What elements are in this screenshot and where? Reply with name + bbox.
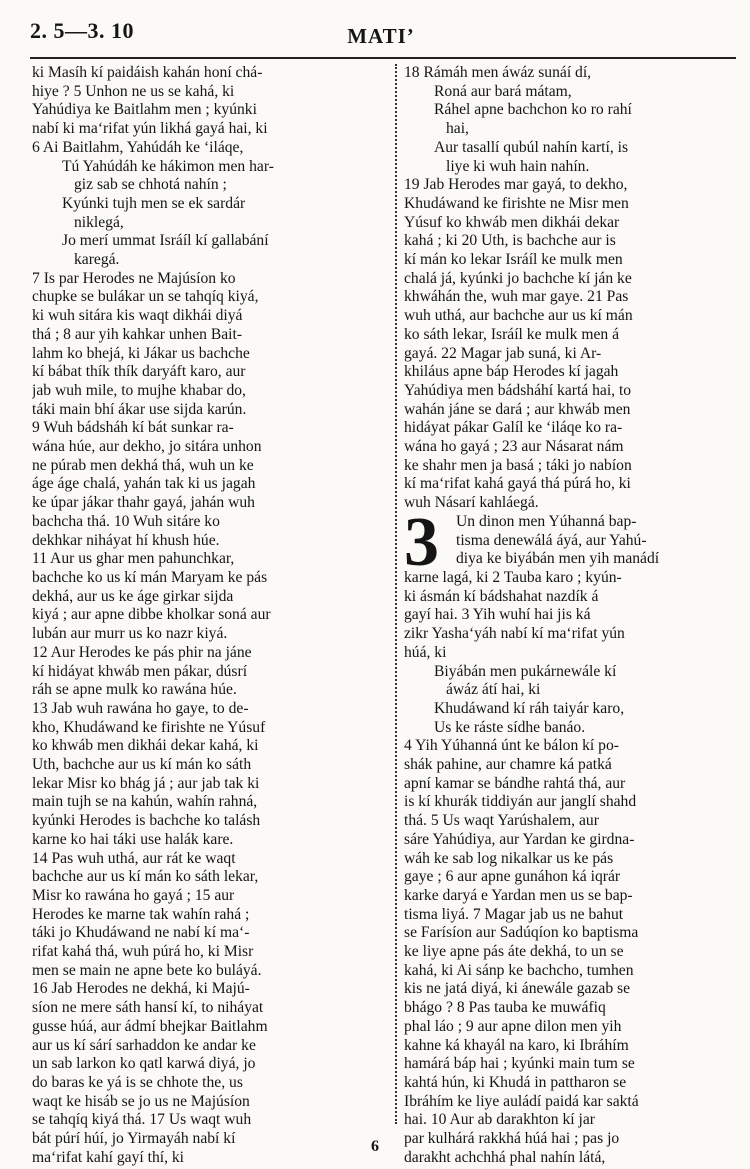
header-rule — [30, 57, 736, 59]
text-line: kí bábat thík thík daryáft karo, aur — [32, 363, 246, 381]
text-line: 9 Wuh bádsháh kí bát sunkar ra- — [32, 419, 234, 437]
page-number: 6 — [371, 1138, 379, 1155]
text-line: hamárá báp hai ; kyúnki main tum se — [404, 1055, 635, 1073]
text-line: dekhá, aur us ke áge girkar sijda — [32, 587, 234, 605]
text-line: Khudáwand kí ráh taiyár karo, — [434, 699, 625, 717]
text-line: kí ma‘rifat kahá gayá thá púrá ho, ki — [404, 475, 631, 493]
text-line: kahá ; ki 20 Uth, is bachche aur is — [404, 232, 616, 250]
text-line: chalá já, kyúnki jo bachche kí ján ke — [404, 269, 632, 287]
column-divider — [395, 64, 397, 1124]
text-line: Biyábán men pukárnewále kí — [434, 662, 617, 680]
text-line: is kí khurák tiddiyán aur janglí shahd — [404, 793, 637, 811]
chapter-verse-range: 2. 5—3. 10 — [30, 18, 134, 43]
text-line: ke liye apne pás áte dekhá, to un se — [404, 943, 624, 961]
text-line: hidáyat pákar Galíl ke ‘iláqe ko ra- — [404, 419, 623, 437]
text-line: Herodes ke marne tak wahín rahá ; — [32, 905, 250, 923]
text-line: ki ásmán kí bádshahat nazdík á — [404, 587, 599, 605]
text-line: khwáhán the, wuh mar gaye. 21 Pas — [404, 288, 629, 306]
text-line: bhágo ? 8 Pas tauba ke muwáfiq — [404, 999, 606, 1017]
text-line: se tahqíq kiyá thá. 17 Us waqt wuh — [32, 1111, 252, 1129]
text-line: Khudáwand ke firishte ne Misr men — [404, 194, 629, 212]
text-line: Ráhel apne bachchon ko ro rahí — [434, 101, 632, 119]
text-line: kahá, ki Ai sánp ke bachcho, tumhen — [404, 961, 634, 979]
text-line: 18 Rámáh men áwáz sunáí dí, — [404, 64, 592, 81]
text-line: hai. 10 Aur ab darakhton kí jar — [404, 1111, 595, 1129]
text-line: kiyá ; aur apne dibbe kholkar soná aur — [32, 606, 271, 624]
text-line: Aur tasallí qubúl nahín kartí, is — [434, 138, 629, 156]
text-line: ki Masíh kí paidáish kahán honí chá- — [32, 64, 263, 81]
text-line: gayí hai. 3 Yih wuhí hai jis ká — [404, 606, 591, 624]
text-line: waqt ke hisáb se jo us ne Majúsíon — [32, 1092, 250, 1110]
text-line: síon ne mere sáth hansí kí, to niháyat — [32, 999, 264, 1017]
text-line: Us ke ráste sídhe banáo. — [434, 718, 586, 736]
text-line: 7 Is par Herodes ne Majúsíon ko — [32, 269, 236, 287]
text-line: bachcha thá. 10 Wuh sitáre ko — [32, 512, 220, 530]
text-line: bachche ko us kí mán Maryam ke pás — [32, 568, 268, 586]
text-line: do baras ke yá is se chhote the, us — [32, 1073, 243, 1091]
right-column — [404, 64, 726, 1167]
text-line: áge áge chalá, yahán tak ki us jagah — [32, 475, 256, 493]
text-line: niklegá, — [74, 213, 124, 231]
text-line: 13 Jab wuh rawána ho gaye, to de- — [32, 699, 249, 717]
text-line: 19 Jab Herodes mar gayá, to dekho, — [404, 176, 628, 194]
text-line: Un dinon men Yúhanná bap- — [456, 512, 637, 530]
text-line: shák pahine, aur chamre ká patká — [404, 756, 612, 774]
text-line: giz sab se chhotá nahín ; — [74, 176, 227, 194]
text-line: ke úpar jákar thahr gayá, jahán wuh — [32, 494, 255, 512]
text-line: wána húe, aur dekho, jo sitára unhon — [32, 438, 262, 456]
text-line: Roná aur bará mátam, — [434, 82, 572, 100]
text-line: darakht achchhá phal nahín látá, — [404, 1148, 606, 1166]
text-line: 6 Ai Baitlahm, Yahúdáh ke ‘iláqe, — [32, 138, 244, 156]
text-line: kí mán ko lekar Isráíl ke mulk men — [404, 251, 623, 269]
text-line: men se main ne apne bete ko buláyá. — [32, 961, 262, 979]
text-line: kyúnki Herodes is bachche ko talásh — [32, 812, 261, 830]
text-line: wána ho gayá ; 23 aur Násarat nám — [404, 438, 624, 456]
text-line: thá. 5 Us waqt Yarúshalem, aur — [404, 812, 599, 830]
text-line: wuh Násarí kahláegá. — [404, 494, 539, 512]
text-line: Yahúdiya men bádsháhí kartá hai, to — [404, 381, 632, 399]
text-line: gusse húá, aur ádmí bhejkar Baitlahm — [32, 1017, 268, 1035]
text-line: karne lagá, ki 2 Tauba karo ; kyún- — [404, 568, 622, 586]
text-line: Jo merí ummat Isráíl kí gallabání — [62, 232, 269, 250]
text-line: dekhkar niháyat hí khush húe. — [32, 531, 220, 549]
text-line: táki main bhí ákar use sijda karún. — [32, 400, 247, 418]
text-line: kahne ká khayál na karo, ki Ibráhím — [404, 1036, 629, 1054]
book-title: MATI’ — [347, 24, 415, 48]
text-line: main tujh se na kahún, wahín rahná, — [32, 793, 258, 811]
chapter-number: 3 — [404, 503, 439, 581]
text-line: 4 Yih Yúhanná únt ke bálon kí po- — [404, 737, 619, 755]
text-line: kis ne jatá diyá, ki ánewále gazab se — [404, 980, 631, 998]
text-line: Tú Yahúdáh ke hákimon men har- — [62, 157, 274, 175]
text-line: un sab larkon ko qatl karwá diyá, jo — [32, 1055, 256, 1073]
text-line: Misr ko rawána ho gayá ; 15 aur — [32, 886, 235, 904]
text-line: ko khwáb men dikhái dekar kahá, ki — [32, 737, 259, 755]
text-line: chupke se bulákar un se tahqíq kiyá, — [32, 288, 259, 306]
text-line: lahm ko bhejá, ki Jákar us bachche — [32, 344, 250, 362]
text-line: hiye ? 5 Unhon ne us se kahá, ki — [32, 82, 235, 100]
text-line: 11 Aur us ghar men pahunchkar, — [32, 550, 235, 568]
text-line: karegá. — [74, 251, 120, 269]
text-line: gayá. 22 Magar jab suná, ki Ar- — [404, 344, 602, 362]
text-line: ráh se apne mulk ko rawána húe. — [32, 681, 237, 699]
text-line: ko sáth lekar, Isráíl ke mulk men á — [404, 325, 620, 343]
text-line: Yahúdiya ke Baitlahm men ; kyúnki — [32, 101, 257, 119]
left-column — [32, 64, 388, 1167]
text-line: apní kamar se bándhe rahtá thá, aur — [404, 774, 626, 792]
text-line: ke shahr men ja basá ; táki jo nabíon — [404, 456, 632, 474]
text-line: kí hidáyat khwáb men pákar, dúsrí — [32, 662, 248, 680]
text-line: húá, ki — [404, 643, 447, 661]
text-line: wáh ke sab log nikalkar us ke pás — [404, 849, 614, 867]
text-line: wuh uthá, aur bachche aur us kí mán — [404, 307, 633, 325]
text-line: 16 Jab Herodes ne dekhá, ki Majú- — [32, 980, 250, 998]
text-line: phal láo ; 9 aur apne dilon men yih — [404, 1017, 622, 1035]
drop-cap-lines — [404, 513, 726, 569]
text-line: hai, — [446, 120, 469, 138]
text-line: táki jo Khudáwand ne nabí kí ma‘- — [32, 924, 250, 942]
text-line: Kyúnki tujh men se ek sardár — [62, 194, 246, 212]
text-line: diya ke biyábán men yih manádí — [456, 550, 660, 568]
page-header — [30, 18, 732, 54]
text-line: tisma denewálá áyá, aur Yahú- — [456, 531, 647, 549]
text-line: rifat kahá thá, wuh púrá ho, ki Misr — [32, 943, 254, 961]
text-line: liye ki wuh hain nahín. — [446, 157, 590, 175]
text-line: ki wuh sitára kis waqt dikhái diyá — [32, 307, 243, 325]
text-line: lekar Misr ko bhág já ; aur jab tak ki — [32, 774, 260, 792]
text-line: nabí ki ma‘rifat yún likhá gayá hai, ki — [32, 120, 268, 138]
text-line: kahtá hún, ki Khudá in pattharon se — [404, 1073, 627, 1091]
text-line: gaye ; 6 aur apne gunáhon ká iqrár — [404, 868, 621, 886]
text-line: sáre Yahúdiya, aur Yardan ke girdna- — [404, 830, 635, 848]
text-line: Yúsuf ko khwáb men dikhái dekar — [404, 213, 620, 231]
text-line: ne púrab men dekhá thá, wuh un ke — [32, 456, 254, 474]
text-line: tisma liyá. 7 Magar jab us ne bahut — [404, 905, 624, 923]
text-line: bát púrí húí, jo Yirmayáh nabí kí — [32, 1130, 236, 1148]
right-column-bottom — [404, 569, 726, 1168]
text-line: Uth, bachche aur us kí mán ko sáth — [32, 756, 252, 774]
text-line: karne ko hai táki use halák kare. — [32, 830, 234, 848]
text-line: se Farísíon aur Sadúqíon ko baptisma — [404, 924, 639, 942]
text-line: 12 Aur Herodes ke pás phir na jáne — [32, 643, 252, 661]
text-line: lubán aur murr us ko nazr kiyá. — [32, 625, 228, 643]
text-line: 14 Pas wuh uthá, aur rát ke waqt — [32, 849, 236, 867]
text-line: wahán jáne se dará ; aur khwáb men — [404, 400, 631, 418]
text-line: aur us kí sárí sarhaddon ke andar ke — [32, 1036, 256, 1054]
text-line: karke daryá e Yardan men us se bap- — [404, 886, 633, 904]
text-line: Ibráhím ke liye auládí paidá kar saktá — [404, 1092, 639, 1110]
text-line: kho, Khudáwand ke firishte ne Yúsuf — [32, 718, 266, 736]
text-line: par kulhárá rakkhá húá hai ; pas jo — [404, 1130, 620, 1148]
text-line: bachche aur us kí mán ko sáth lekar, — [32, 868, 259, 886]
text-line: zikr Yasha‘yáh nabí kí ma‘rifat yún — [404, 625, 625, 643]
right-column-top — [404, 64, 726, 513]
text-line: thá ; 8 aur yih kahkar unhen Bait- — [32, 325, 243, 343]
text-line: jab wuh mile, to mujhe khabar do, — [32, 381, 246, 399]
text-line: áwáz átí hai, ki — [446, 681, 541, 699]
text-line: khiláus apne báp Herodes kí jagah — [404, 363, 619, 381]
text-line: ma‘rifat kahí gayí thí, ki — [32, 1148, 184, 1166]
